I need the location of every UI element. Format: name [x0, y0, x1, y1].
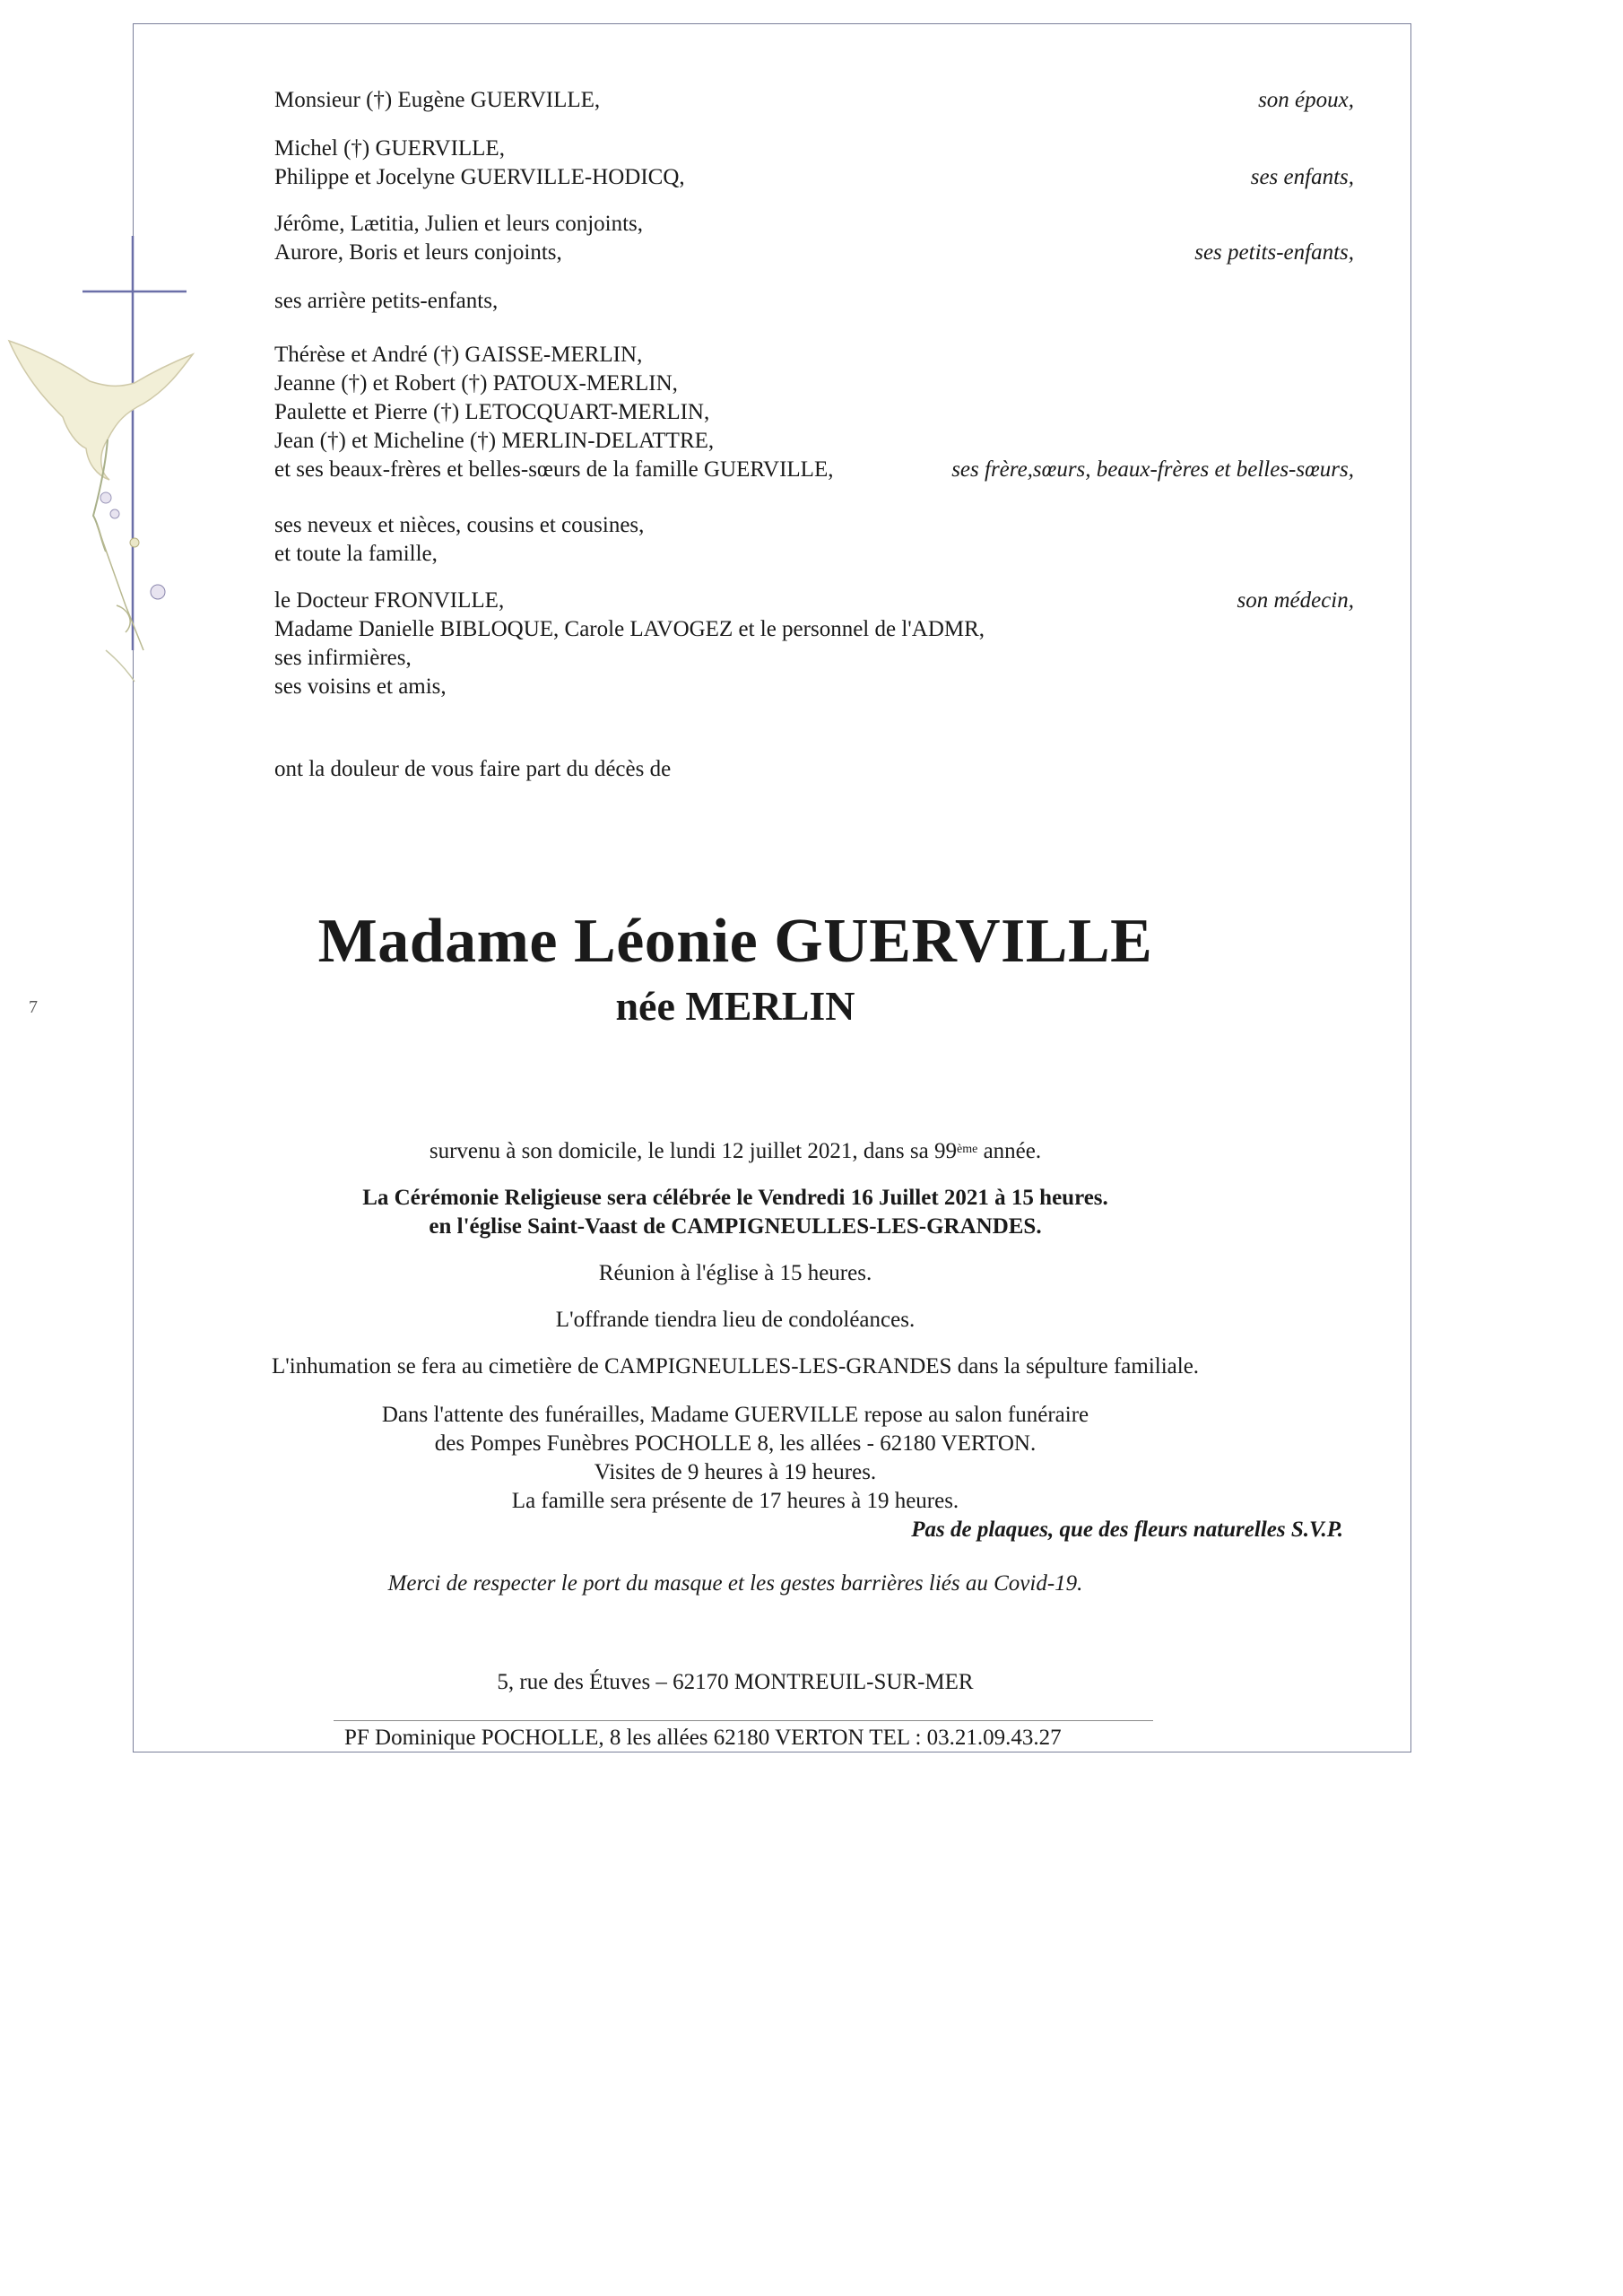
ceremony-line1: La Cérémonie Religieuse sera célébrée le Vendredi 16 Juillet 2021 à 15 heures. — [362, 1186, 1108, 1210]
deceased-name: Madame Léonie GUERVILLE — [317, 907, 1153, 976]
page-mark: 7 — [29, 997, 38, 1017]
death-details — [143, 1137, 1327, 1166]
care-name: Madame Danielle BIBLOQUE, Carole LAVOGEZ et le personnel de l'ADMR, — [274, 617, 985, 641]
footer-contact: PF Dominique POCHOLLE, 8 les allées 62180 VERTON TEL : 03.21.09.43.27 — [344, 1726, 1062, 1750]
grandchild-name: Aurore, Boris et leurs conjoints, — [274, 240, 562, 265]
child-name: Michel (†) GUERVILLE, — [274, 136, 505, 161]
children-relation: ses enfants, — [1250, 165, 1354, 189]
sibling-name: Paulette et Pierre (†) LETOCQUART-MERLIN, — [274, 400, 710, 424]
covid-note: Merci de respecter le port du masque et les gestes barrières liés au Covid-19. — [387, 1571, 1083, 1596]
spouse-relation: son époux, — [1258, 88, 1354, 112]
visitation-line: Visites de 9 heures à 19 heures. — [594, 1460, 877, 1484]
care-name: le Docteur FRONVILLE, — [274, 588, 505, 613]
reunion-note: Réunion à l'église à 15 heures. — [598, 1261, 872, 1285]
death-ordinal: ème — [957, 1143, 978, 1156]
care-name: ses voisins et amis, — [274, 674, 447, 699]
care-row — [274, 587, 1354, 701]
sibling-name: Thérèse et André (†) GAISSE-MERLIN, — [274, 343, 643, 367]
visitation-line: des Pompes Funèbres POCHOLLE 8, les allées - 62180 VERTON. — [434, 1431, 1037, 1456]
death-text-end: année. — [977, 1139, 1042, 1163]
announcement: ont la douleur de vous faire part du décès de — [274, 757, 672, 781]
children-row — [274, 135, 1354, 192]
footer-separator — [334, 1720, 1153, 1721]
siblings-row — [274, 341, 1354, 484]
child-name: Philippe et Jocelyne GUERVILLE-HODICQ, — [274, 165, 685, 189]
grandchild-name: Jérôme, Lætitia, Julien et leurs conjoints, — [274, 212, 644, 236]
death-text: survenu à son domicile, le lundi 12 juillet 2021, dans sa 99 — [429, 1139, 957, 1163]
visitation-line: Dans l'attente des funérailles, Madame GUERVILLE repose au salon funéraire — [381, 1403, 1089, 1427]
cross-dove-flower-icon — [0, 229, 206, 686]
great-grandchildren-row — [274, 287, 1354, 316]
grandchildren-relation: ses petits-enfants, — [1194, 240, 1354, 265]
flowers-note: Pas de plaques, que des fleurs naturelles S.V.P. — [911, 1518, 1343, 1542]
offering-note: L'offrande tiendra lieu de condoléances. — [555, 1308, 916, 1332]
spouse-row — [274, 86, 1354, 115]
grandchildren-row — [274, 210, 1354, 267]
care-name: ses infirmières, — [274, 646, 412, 670]
care-relation: son médecin, — [1237, 588, 1354, 613]
deceased-maiden-name: née MERLIN — [615, 983, 855, 1029]
extended-name: ses neveux et nièces, cousins et cousines, — [274, 513, 645, 537]
extended-family-row — [274, 511, 1354, 569]
extended-name: et toute la famille, — [274, 542, 438, 566]
sibling-name: Jean (†) et Micheline (†) MERLIN-DELATTRE, — [274, 429, 715, 453]
sibling-name: et ses beaux-frères et belles-sœurs de la famille GUERVILLE, — [274, 457, 834, 482]
address: 5, rue des Étuves – 62170 MONTREUIL-SUR-MER — [497, 1670, 974, 1694]
siblings-relation: ses frère,sœurs, beaux-frères et belles-sœurs, — [951, 457, 1354, 482]
burial-note: L'inhumation se fera au cimetière de CAMPIGNEULLES-LES-GRANDES dans la sépulture familiale. — [271, 1354, 1200, 1378]
spouse-name: Monsieur (†) Eugène GUERVILLE, — [274, 88, 601, 112]
sibling-name: Jeanne (†) et Robert (†) PATOUX-MERLIN, — [274, 371, 678, 396]
great-grandchildren-name: ses arrière petits-enfants, — [274, 289, 499, 313]
visitation-line: La famille sera présente de 17 heures à 19 heures. — [511, 1489, 959, 1513]
ceremony-line2: en l'église Saint-Vaast de CAMPIGNEULLES-LES-GRANDES. — [429, 1214, 1042, 1239]
